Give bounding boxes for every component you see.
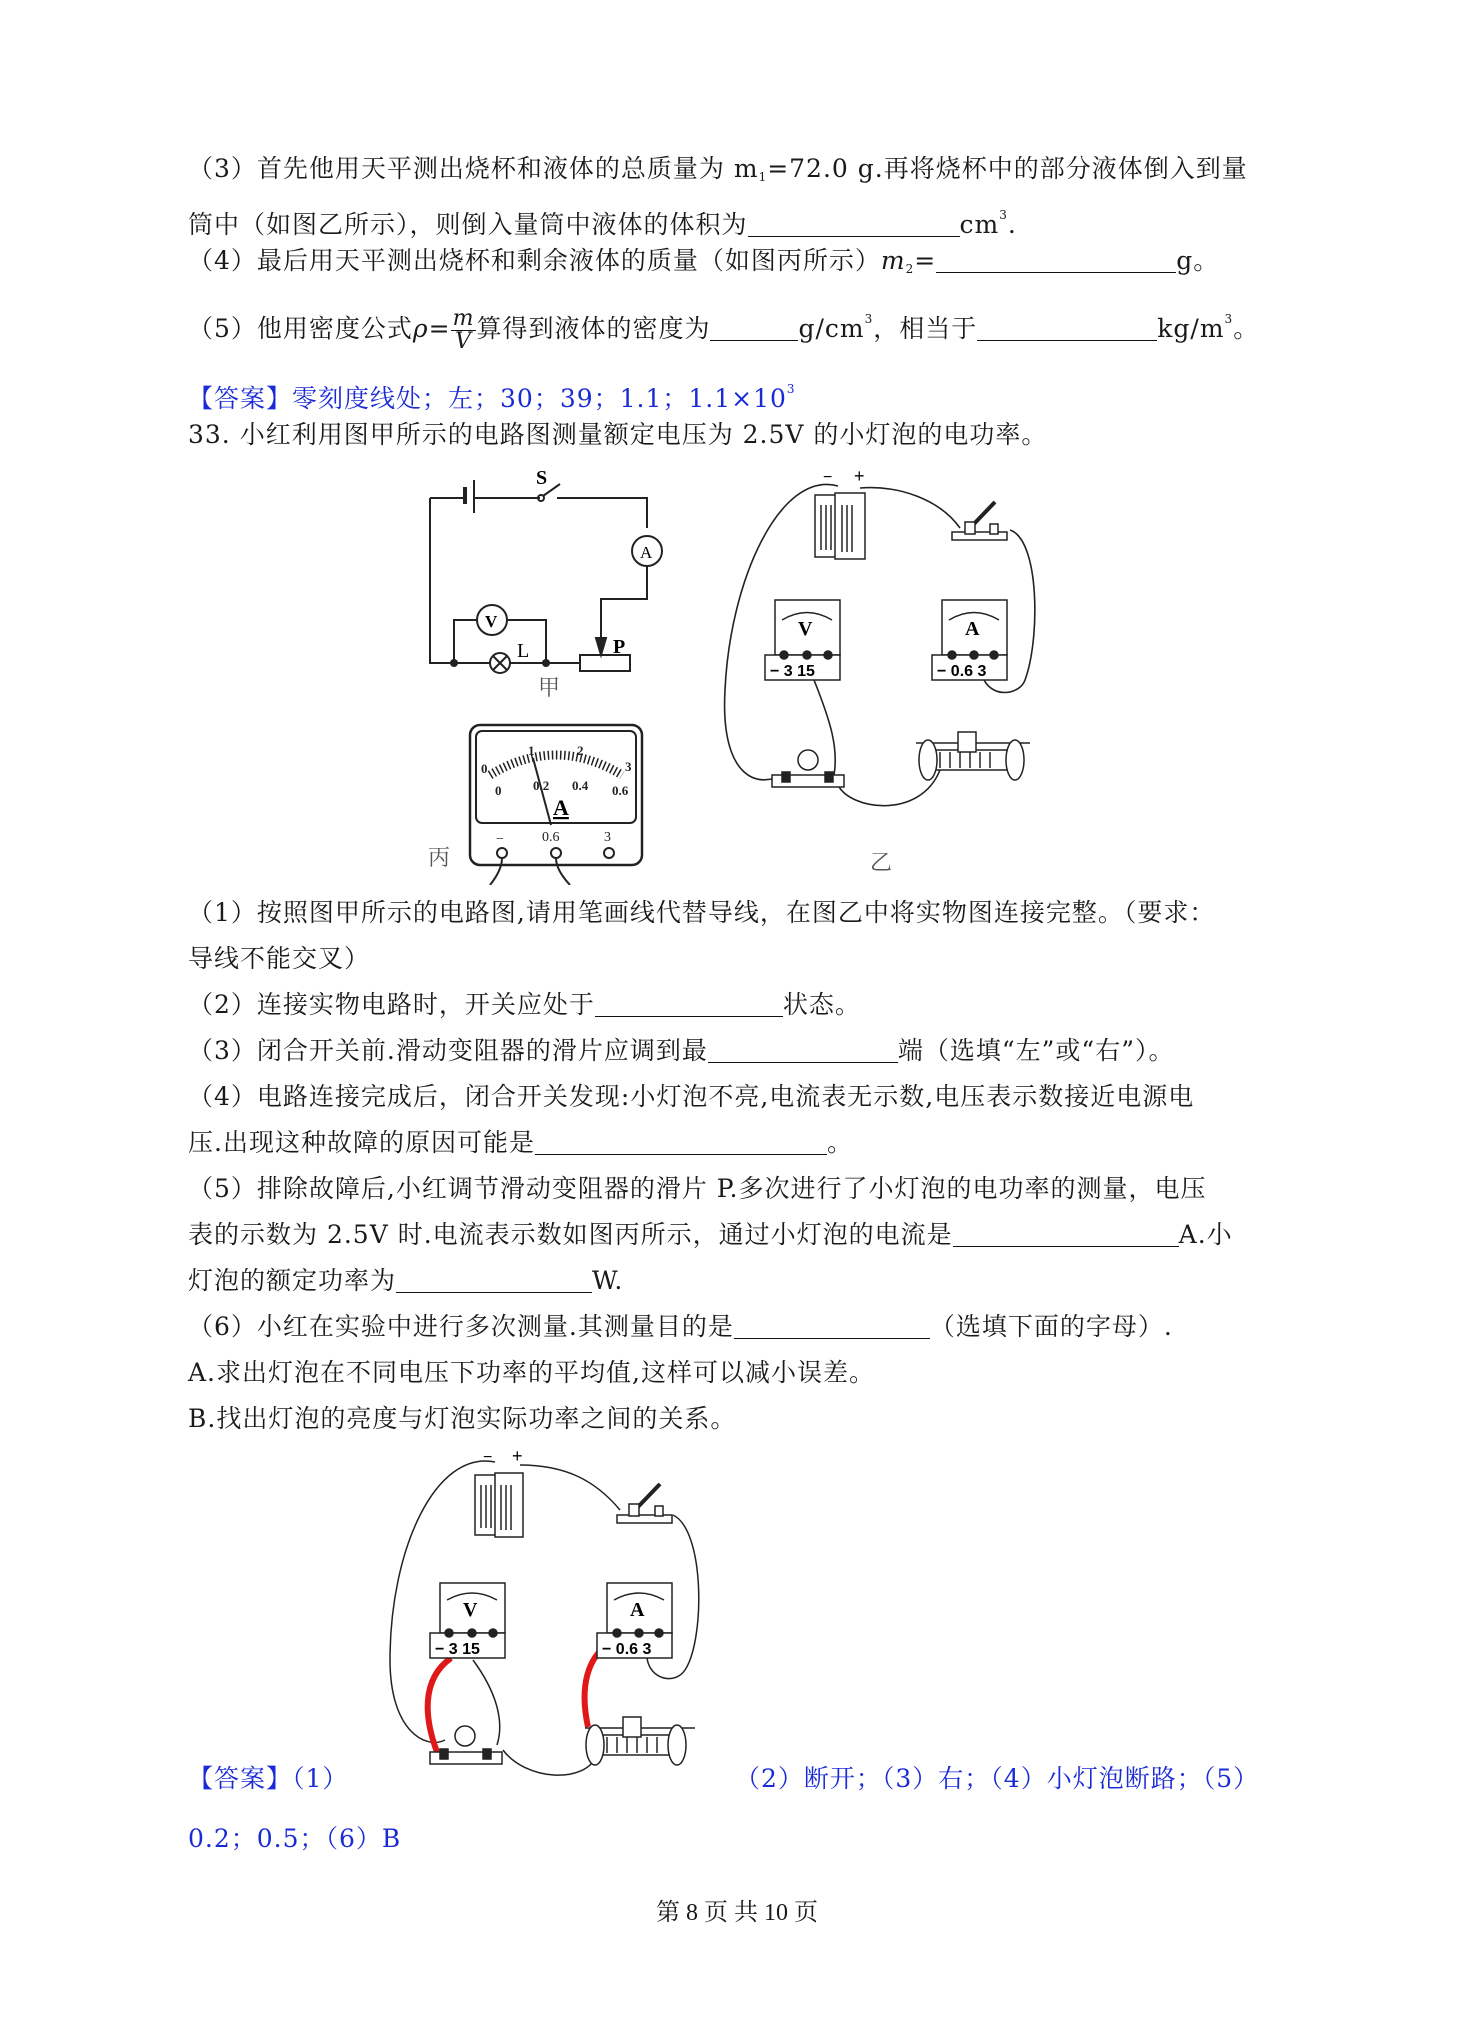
unit: g。 [1176, 246, 1220, 275]
answer-text: （1） [292, 1764, 349, 1793]
q33-answer-rest: （2）断开；（3）右；（4）小灯泡断路；（5） [735, 1764, 1260, 1793]
numerator: m [452, 306, 475, 331]
q32-part4 [188, 244, 1219, 286]
answer-blank[interactable] [936, 246, 1176, 273]
q32-part5 [188, 302, 1259, 353]
terminal-label-minus: − [496, 832, 504, 847]
text: A.小 [1178, 1220, 1233, 1249]
text: = [914, 246, 937, 275]
figure-caption: 甲 [538, 676, 561, 701]
denominator: V [455, 329, 472, 354]
battery-plus-label: + [512, 1446, 523, 1466]
answer-label: 【答案】 [188, 384, 293, 413]
q33-p5-line3 [188, 1264, 623, 1298]
ammeter-label: A [965, 618, 980, 640]
voltmeter-terminals: − 3 15 [435, 1641, 480, 1658]
scale-bottom-0: 0 [495, 783, 502, 798]
ammeter-terminals: − 0.6 3 [937, 663, 987, 680]
text: （5）他用密度公式 [188, 314, 413, 343]
unit: cm [959, 210, 1000, 239]
figure-caption: 丙 [428, 846, 451, 871]
q33-option-b: B.找出灯泡的亮度与灯泡实际功率之间的关系。 [188, 1404, 737, 1433]
battery-minus-label: − [483, 1449, 493, 1466]
superscript: 3 [786, 382, 796, 396]
text: 算得到液体的密度为 [476, 314, 711, 343]
text: 端（选填“左”或“右”）。 [897, 1036, 1175, 1065]
formula-rho: ρ= [412, 314, 451, 343]
lamp-icon [772, 750, 844, 787]
q33-p5-line2 [188, 1218, 1233, 1252]
text: （6）小红在实验中进行多次测量.其测量目的是 [188, 1312, 734, 1341]
unit: kg/m [1157, 314, 1225, 343]
scale-bottom-1: 0.2 [533, 778, 550, 793]
answer-label: 【答案】 [188, 1764, 293, 1793]
text: （3）首先他用天平测出烧杯和液体的总质量为 m [188, 154, 759, 183]
superscript: 3 [1224, 312, 1234, 326]
text: （2）连接实物电路时，开关应处于 [188, 990, 595, 1019]
q32-part3-line2 [188, 198, 1017, 242]
scale-top-1: 1 [528, 743, 535, 758]
text: 。 [826, 1128, 853, 1157]
terminal-label-3: 3 [604, 830, 611, 845]
q33-answer-label-line [188, 1762, 348, 1796]
voltmeter-label: V [798, 618, 813, 640]
answer-blank[interactable] [595, 990, 783, 1017]
lamp-label: L [517, 640, 530, 662]
q33-p6 [188, 1310, 1173, 1344]
ammeter-label: A [640, 543, 653, 562]
figure-caption: 乙 [870, 851, 893, 876]
slider-label: P [613, 636, 626, 658]
text: ，相当于 [873, 314, 978, 343]
switch-label: S [536, 467, 548, 489]
answer-blank[interactable] [708, 1036, 898, 1063]
ammeter-dial-bing [420, 715, 660, 885]
superscript: 3 [999, 208, 1008, 222]
subscript: 1 [758, 170, 768, 184]
text: 。 [1233, 314, 1260, 343]
answer-blank[interactable] [977, 314, 1157, 341]
unit: g/cm [798, 314, 865, 343]
text: . [1007, 210, 1017, 239]
q33-p2 [188, 988, 861, 1022]
q33-p1-line1: （1）按照图甲所示的电路图,请用笔画线代替导线，在图乙中将实物图连接完整。（要求： [188, 898, 1216, 927]
battery-icon [815, 493, 865, 559]
battery-icon [475, 1473, 523, 1537]
answer-text: 零刻度线处；左；30；39；1.1；1.1×10 [292, 384, 787, 413]
ammeter-terminals: − 0.6 3 [602, 1641, 652, 1658]
variable: m [880, 246, 906, 275]
page-footer: 第 8 页 共 10 页 [656, 1900, 818, 1926]
text: （4）最后用天平测出烧杯和剩余液体的质量（如图丙所示） [188, 246, 881, 275]
q33-stem: 33. 小红利用图甲所示的电路图测量额定电压为 2.5V 的小灯泡的电功率。 [188, 420, 1048, 449]
knife-switch-icon [952, 502, 1007, 540]
terminal-icon [604, 848, 614, 858]
scale-top-0: 0 [481, 761, 488, 776]
scale-top-3: 3 [625, 759, 632, 774]
answer-blank[interactable] [535, 1128, 827, 1155]
scale-bottom-3: 0.6 [612, 783, 629, 798]
text: （3）闭合开关前.滑动变阻器的滑片应调到最 [188, 1036, 708, 1065]
answer-blank[interactable] [748, 210, 960, 237]
battery-minus-label: − [823, 469, 833, 486]
battery-plus-label: + [854, 466, 865, 486]
lamp-icon [430, 1726, 502, 1764]
terminal-label-0.6: 0.6 [542, 830, 560, 845]
q33-option-a: A.求出灯泡在不同电压下功率的平均值,这样可以减小误差。 [188, 1358, 875, 1387]
circuit-diagram-jia [410, 460, 730, 710]
terminal-icon [497, 848, 507, 858]
q33-p4-line1: （4）电路连接完成后，闭合开关发现:小灯泡不亮,电流表无示数,电压表示数接近电源电 [188, 1082, 1195, 1111]
text: 表的示数为 2.5V 时.电流表示数如图丙所示，通过小灯泡的电流是 [188, 1220, 953, 1249]
density-fraction [451, 308, 477, 353]
q33-answer-line2: 0.2；0.5；（6）B [188, 1824, 402, 1853]
voltmeter-label: V [463, 1599, 478, 1621]
superscript: 3 [864, 312, 874, 326]
knife-switch-icon [617, 1484, 672, 1523]
scale-top-2: 2 [577, 743, 584, 758]
answer-blank[interactable] [953, 1220, 1179, 1247]
answer-apparatus-figure [385, 1440, 725, 1800]
answer-blank[interactable] [710, 314, 798, 341]
q33-p5-line1: （5）排除故障后,小红调节滑动变阻器的滑片 P.多次进行了小灯泡的电功率的测量，电压 [188, 1174, 1207, 1203]
answer-blank[interactable] [396, 1266, 592, 1293]
text: 筒中（如图乙所示），则倒入量筒中液体的体积为 [188, 210, 748, 239]
q32-answer [188, 372, 796, 416]
apparatus-figure-yi [720, 460, 1060, 880]
q33-p1-line2: 导线不能交叉） [188, 944, 371, 973]
text: W. [592, 1266, 624, 1295]
unit-label: A [553, 795, 569, 820]
text: 灯泡的额定功率为 [188, 1266, 397, 1295]
scale-bottom-2: 0.4 [572, 778, 589, 793]
text: 状态。 [782, 990, 861, 1019]
subscript: 2 [905, 262, 915, 276]
terminal-icon [551, 848, 561, 858]
answer-wire-voltmeter [428, 1658, 451, 1752]
voltmeter-terminals: − 3 15 [770, 663, 815, 680]
rheostat-icon [916, 732, 1030, 780]
text: （选填下面的字母）. [929, 1312, 1173, 1341]
answer-blank[interactable] [734, 1312, 930, 1339]
voltmeter-label: V [485, 612, 498, 631]
ammeter-label: A [630, 1599, 645, 1621]
text: =72.0 g.再将烧杯中的部分液体倒入到量 [767, 154, 1248, 183]
text: 压.出现这种故障的原因可能是 [188, 1128, 535, 1157]
q32-part3-line1 [188, 152, 1248, 194]
q33-p3 [188, 1034, 1174, 1068]
q33-p4-line2 [188, 1126, 853, 1160]
rheostat-icon [585, 1717, 695, 1765]
